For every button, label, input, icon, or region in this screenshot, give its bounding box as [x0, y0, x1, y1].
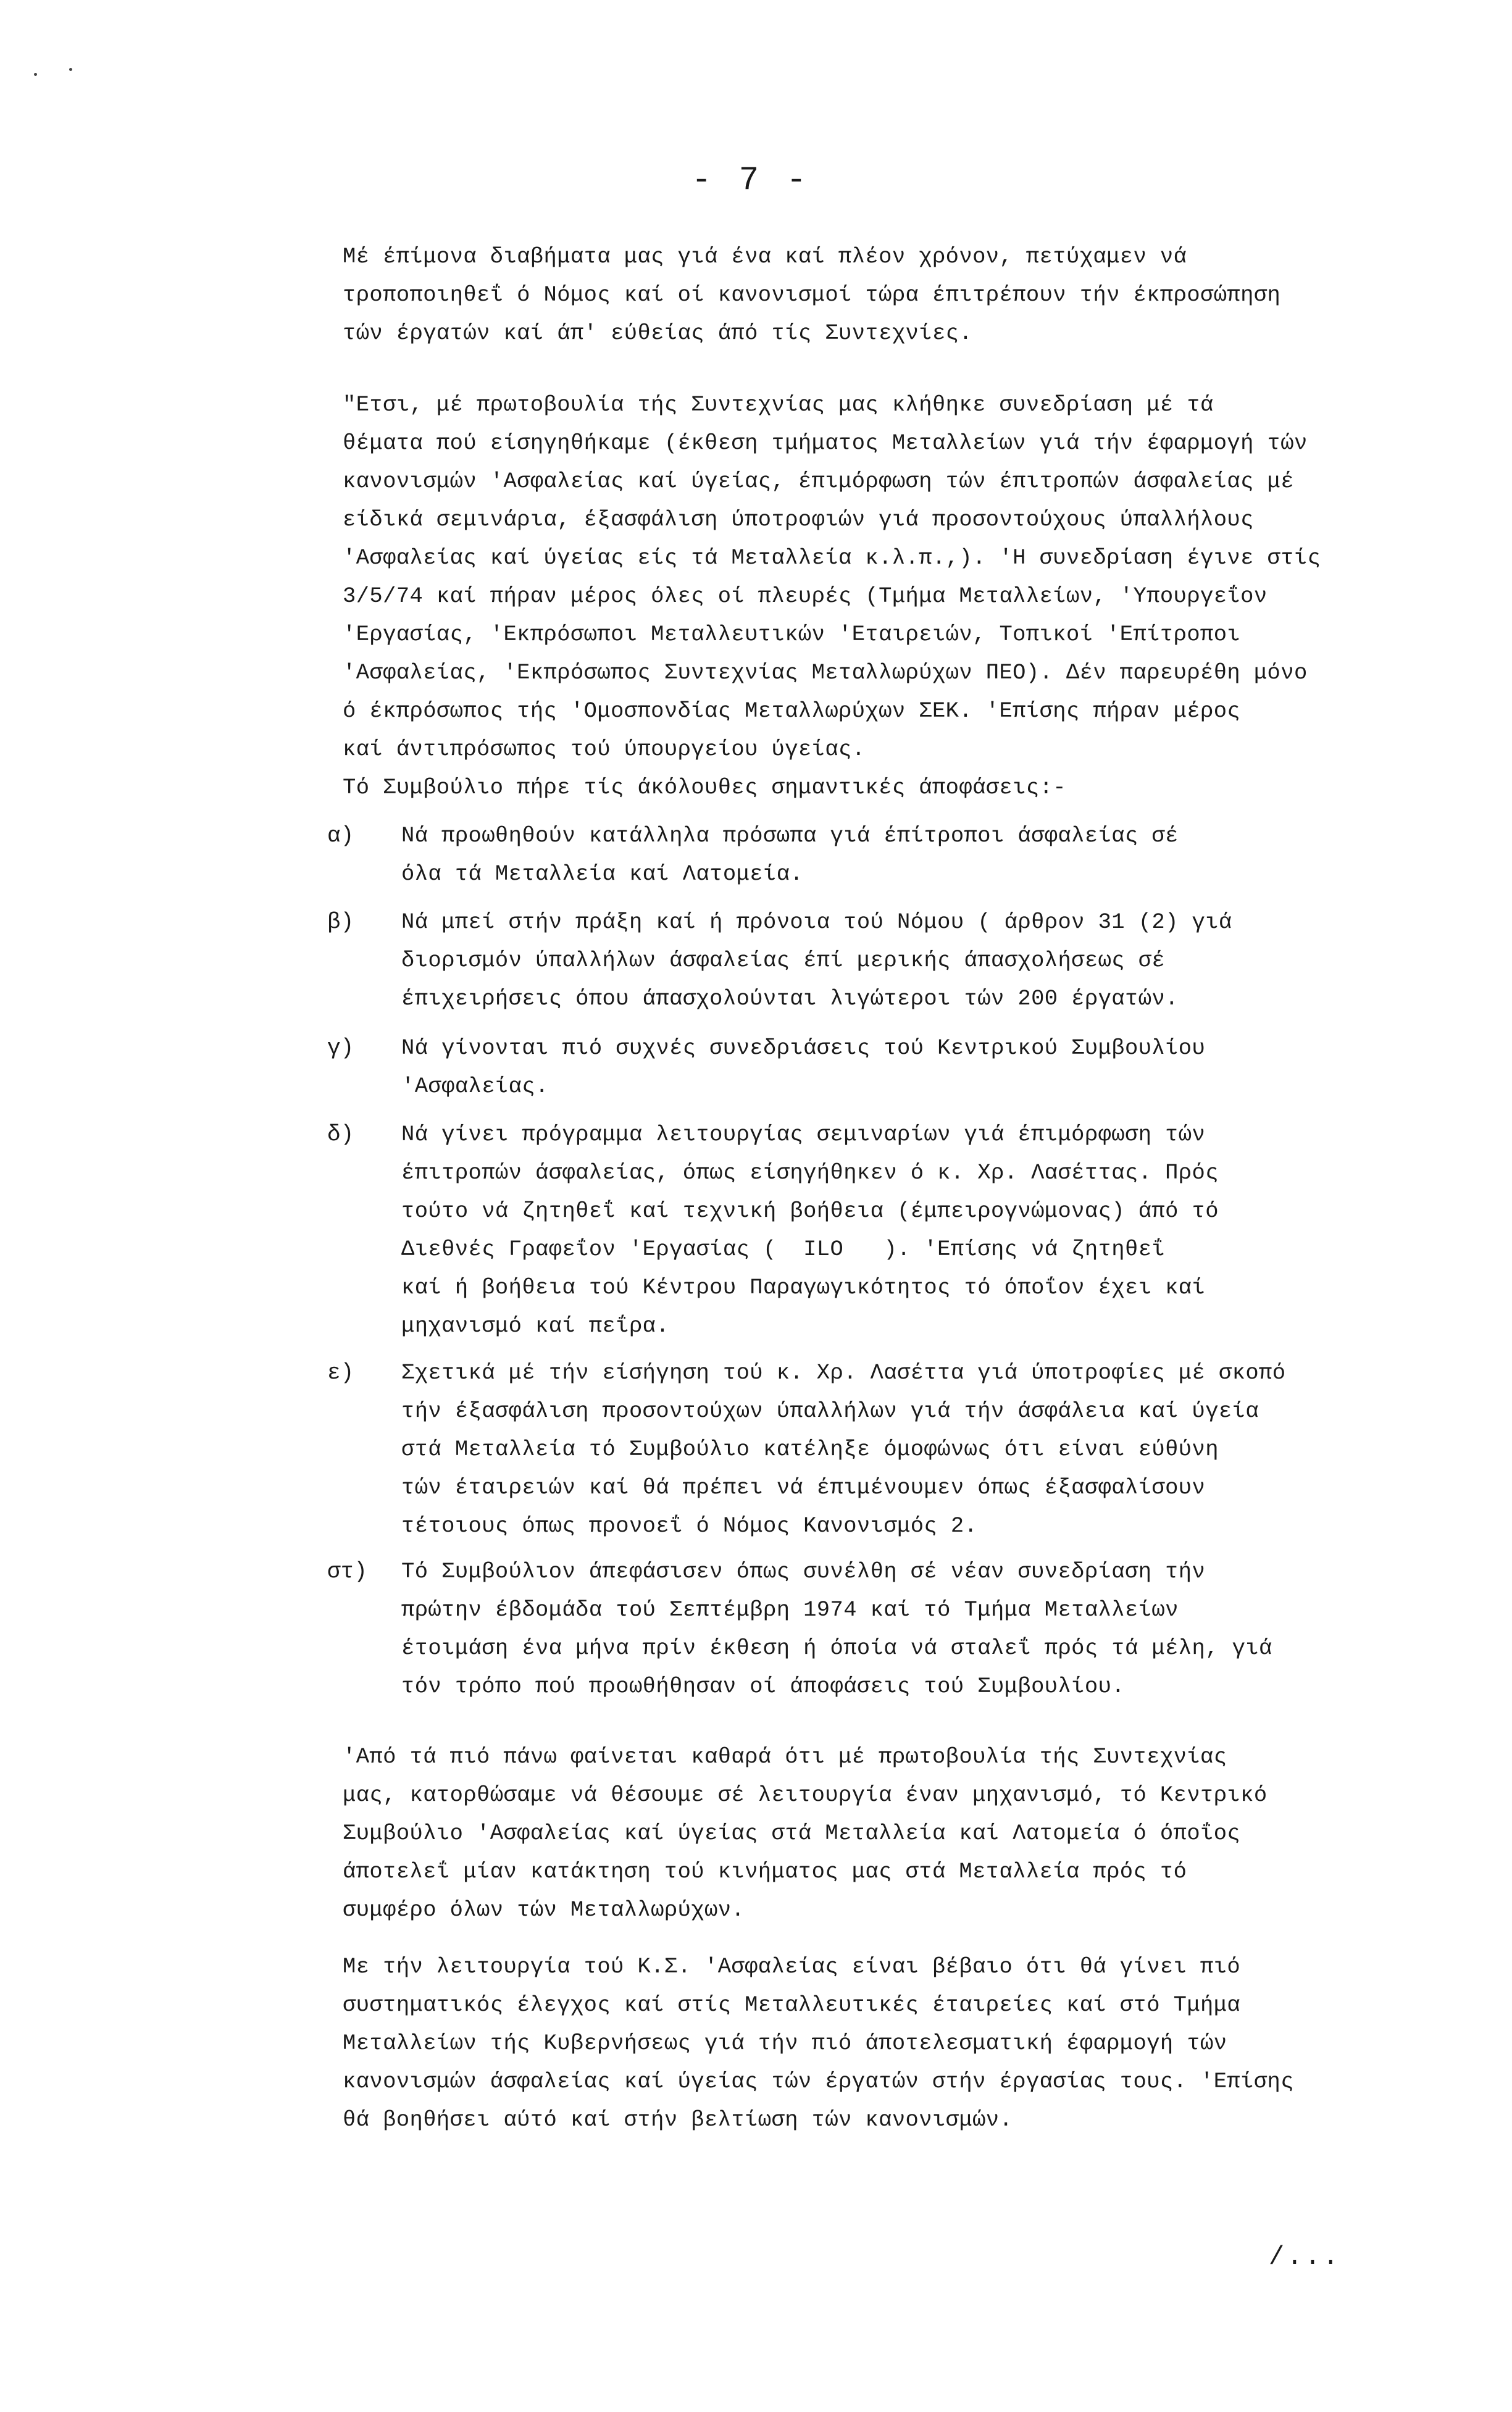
text-line: τόν τρόπο πού προωθήθησαν οί άποφάσεις τού Συμβουλίου.: [401, 1674, 1125, 1699]
list-marker: ε): [327, 1360, 354, 1385]
text-line: τέτοιους όπως προνοεΐ ό Νόμος Κανονισμός 2.: [401, 1513, 978, 1538]
text-line: μηχανισμό καί πεΐρα.: [401, 1313, 670, 1338]
text-line: πρώτην έβδομάδα τού Σεπτέμβρη 1974 καί τό Τμήμα Μεταλλείων: [401, 1597, 1179, 1622]
list-item-text: [401, 817, 1451, 893]
closing-paragraph: [343, 1948, 1448, 2139]
text-line: "Ετσι, μέ πρωτοβουλία τής Συντεχνίας μας κλήθηκε συνεδρίαση μέ τά: [343, 392, 1214, 417]
continuation-mark: /...: [1269, 2242, 1341, 2272]
list-marker: δ): [327, 1122, 354, 1147]
text-line: Νά μπεί στήν πράξη καί ή πρόνοια τού Νόμου ( άρθρον 31 (2) γιά: [401, 909, 1232, 935]
text-line: τών έταιρειών καί θά πρέπει νά έπιμένουμεν όπως έξασφαλίσουν: [401, 1475, 1206, 1500]
text-line: έτοιμάση ένα μήνα πρίν έκθεση ή όποία νά σταλεΐ πρός τά μέλη, γιά: [401, 1635, 1272, 1661]
intro-paragraph: [343, 238, 1448, 353]
list-item-text: [401, 1354, 1451, 1545]
list-item-text: [401, 1029, 1451, 1106]
text-line: καί ή βοήθεια τού Κέντρου Παραγωγικότητος τό όποΐον έχει καί: [401, 1275, 1206, 1300]
text-line: Τό Συμβούλιο πήρε τίς άκόλουθες σημαντικές άποφάσεις:-: [343, 775, 1066, 800]
text-line: 'Ασφαλείας.: [401, 1074, 549, 1099]
text-line: θέματα πού είσηγηθήκαμε (έκθεση τμήματος Μεταλλείων γιά τήν έφαρμογή τών: [343, 430, 1308, 456]
text-line: κανονισμών 'Ασφαλείας καί ύγείας, έπιμόρφωση τών έπιτροπών άσφαλείας μέ: [343, 469, 1294, 494]
conclusion-paragraph: [343, 1738, 1448, 1929]
text-line: ό έκπρόσωπος τής 'Ομοσπονδίας Μεταλλωρύχων ΣΕΚ. 'Επίσης πήραν μέρος: [343, 698, 1241, 724]
list-item-text: [401, 903, 1451, 1018]
text-line: Νά γίνει πρόγραμμα λειτουργίας σεμιναρίων γιά έπιμόρφωση τών: [401, 1122, 1206, 1147]
text-line: Σχετικά μέ τήν είσήγηση τού κ. Χρ. Λασέττα γιά ύποτροφίες μέ σκοπό: [401, 1360, 1286, 1385]
scan-speck: [34, 73, 37, 76]
list-item-text: [401, 1116, 1451, 1345]
text-line: 3/5/74 καί πήραν μέρος όλες οί πλευρές (Τμήμα Μεταλλείων, 'Υπουργεΐον: [343, 583, 1268, 609]
text-line: Νά γίνονται πιό συχνές συνεδριάσεις τού Κεντρικού Συμβουλίου: [401, 1035, 1206, 1061]
text-line: όλα τά Μεταλλεία καί Λατομεία.: [401, 861, 804, 887]
text-line: κανονισμών άσφαλείας καί ύγείας τών έργατών στήν έργασίας τους. 'Επίσης: [343, 2069, 1294, 2094]
page-number: - 7 -: [691, 162, 811, 199]
text-line: τών έργατών καί άπ' εύθείας άπό τίς Συντεχνίες.: [343, 320, 973, 346]
list-marker: α): [327, 823, 354, 848]
text-line: τούτο νά ζητηθεΐ καί τεχνική βοήθεια (έμπειρογνώμονας) άπό τό: [401, 1198, 1219, 1224]
text-line: έπιτροπών άσφαλείας, όπως είσηγήθηκεν ό κ. Χρ. Λασέττας. Πρός: [401, 1160, 1219, 1185]
text-line: 'Ασφαλείας, 'Εκπρόσωπος Συντεχνίας Μεταλλωρύχων ΠΕΟ). Δέν παρευρέθη μόνο: [343, 660, 1308, 685]
text-line: καί άντιπρόσωπος τού ύπουργείου ύγείας.: [343, 737, 866, 762]
text-line: 'Εργασίας, 'Εκπρόσωποι Μεταλλευτικών 'Εταιρειών, Τοπικοί 'Επίτροποι: [343, 622, 1241, 647]
text-line: Μέ έπίμονα διαβήματα μας γιά ένα καί πλέον χρόνον, πετύχαμεν νά: [343, 244, 1187, 269]
meeting-paragraph: [343, 386, 1448, 807]
text-line: έπιχειρήσεις όπου άπασχολούνται λιγώτεροι τών 200 έργατών.: [401, 986, 1179, 1011]
text-line: συστηματικός έλεγχος καί στίς Μεταλλευτικές έταιρείες καί στό Τμήμα: [343, 1992, 1241, 2018]
text-line: τήν έξασφάλιση προσοντούχων ύπαλλήλων γιά τήν άσφάλεια καί ύγεία: [401, 1398, 1259, 1424]
list-item-text: [401, 1553, 1451, 1706]
text-line: στά Μεταλλεία τό Συμβούλιο κατέληξε όμοφώνως ότι είναι εύθύνη: [401, 1437, 1219, 1462]
text-line: συμφέρο όλων τών Μεταλλωρύχων.: [343, 1897, 745, 1922]
scan-speck: [69, 68, 72, 71]
text-line: Συμβούλιο 'Ασφαλείας καί ύγείας στά Μεταλλεία καί Λατομεία ό όποΐος: [343, 1821, 1241, 1846]
text-line: τροποποιηθεΐ ό Νόμος καί οί κανονισμοί τώρα έπιτρέπουν τήν έκπροσώπηση: [343, 282, 1281, 307]
list-marker: στ): [327, 1559, 367, 1584]
text-line: μας, κατορθώσαμε νά θέσουμε σέ λειτουργία έναν μηχανισμό, τό Κεντρικό: [343, 1782, 1268, 1808]
text-line: είδικά σεμινάρια, έξασφάλιση ύποτροφιών γιά προσοντούχους ύπαλλήλους: [343, 507, 1254, 532]
text-line: 'Από τά πιό πάνω φαίνεται καθαρά ότι μέ πρωτοβουλία τής Συντεχνίας: [343, 1744, 1227, 1769]
text-line: Διεθνές Γραφεΐον 'Εργασίας ( ILO ). 'Επίσης νά ζητηθεΐ: [401, 1237, 1166, 1262]
text-line: διορισμόν ύπαλλήλων άσφαλείας έπί μερικής άπασχολήσεως σέ: [401, 948, 1166, 973]
text-line: Μεταλλείων τής Κυβερνήσεως γιά τήν πιό άποτελεσματική έφαρμογή τών: [343, 2030, 1227, 2056]
text-line: Με τήν λειτουργία τού Κ.Σ. 'Ασφαλείας είναι βέβαιο ότι θά γίνει πιό: [343, 1954, 1241, 1979]
list-marker: β): [327, 909, 354, 935]
text-line: 'Ασφαλείας καί ύγείας είς τά Μεταλλεία κ.λ.π.,). 'Η συνεδρίαση έγινε στίς: [343, 545, 1321, 570]
text-line: θά βοηθήσει αύτό καί στήν βελτίωση τών κανονισμών.: [343, 2107, 1013, 2132]
text-line: Νά προωθηθούν κατάλληλα πρόσωπα γιά έπίτροποι άσφαλείας σέ: [401, 823, 1179, 848]
text-line: Τό Συμβούλιον άπεφάσισεν όπως συνέλθη σέ νέαν συνεδρίαση τήν: [401, 1559, 1206, 1584]
text-line: άποτελεΐ μίαν κατάκτηση τού κινήματος μας στά Μεταλλεία πρός τό: [343, 1859, 1187, 1884]
list-marker: γ): [327, 1035, 354, 1061]
